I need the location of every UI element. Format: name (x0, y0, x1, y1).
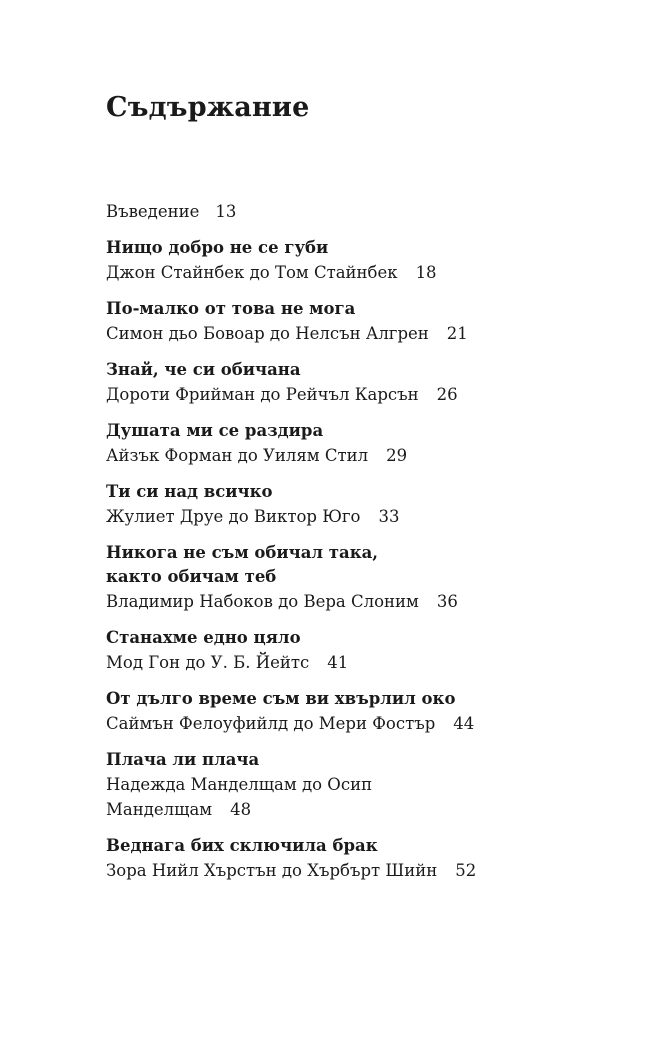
entry-page-number: 44 (453, 714, 475, 733)
entry-page-number: 26 (436, 385, 458, 404)
entry-title: Душата ми се раздира (106, 421, 324, 440)
toc-entry (106, 236, 626, 285)
intro-page-number: 13 (215, 202, 237, 221)
page-title: Съдържание (106, 92, 310, 123)
entry-author (106, 260, 626, 285)
entry-page-number: 48 (230, 800, 252, 819)
entry-title: Ти си над всичко (106, 482, 273, 501)
entry-page-number: 21 (446, 324, 468, 343)
author-text: Симон дьо Бовоар до Нелсън Алгрен (106, 324, 429, 343)
entry-title: Знай, че си обичана (106, 360, 301, 379)
toc-entry (106, 748, 626, 822)
intro-line (106, 200, 626, 224)
author-text: Дороти Фрийман до Рейчъл Карсън (106, 385, 419, 404)
entry-title: От дълго време съм ви хвърлил око (106, 689, 456, 708)
entry-title: Станахме едно цяло (106, 628, 301, 647)
toc-entry (106, 480, 626, 529)
entry-author (106, 858, 626, 883)
author-text: Владимир Набоков до Вера Слоним (106, 592, 419, 611)
toc-entry-intro (106, 200, 626, 224)
entry-page-number: 36 (436, 592, 458, 611)
table-of-contents (106, 200, 626, 883)
entry-title: Нищо добро не се губи (106, 238, 329, 257)
toc-entry (106, 358, 626, 407)
entry-page-number: 52 (455, 861, 477, 880)
toc-entry (106, 626, 626, 675)
entry-author (106, 589, 626, 614)
entry-page-number: 29 (386, 446, 408, 465)
author-text: Манделщам (106, 800, 213, 819)
toc-entry (106, 687, 626, 736)
entry-page-number: 33 (378, 507, 400, 526)
author-text: Джон Стайнбек до Том Стайнбек (106, 263, 398, 282)
toc-entry (106, 834, 626, 883)
entry-page-number: 41 (327, 653, 349, 672)
author-text: Мод Гон до У. Б. Йейтс (106, 653, 310, 672)
entry-author (106, 443, 626, 468)
toc-entry (106, 419, 626, 468)
entry-author-line: Надежда Манделщам до Осип (106, 775, 373, 794)
toc-entry (106, 297, 626, 346)
entry-title-continued: както обичам теб (106, 567, 277, 586)
entry-title: Плача ли плача (106, 750, 260, 769)
author-text: Айзък Форман до Уилям Стил (106, 446, 369, 465)
author-text: Саймън Фелоуфийлд до Мери Фостър (106, 714, 436, 733)
entry-author (106, 797, 626, 822)
toc-entry (106, 541, 626, 614)
entry-title: Никога не съм обичал така, (106, 543, 379, 562)
intro-label: Въведение (106, 202, 200, 221)
entry-title: Веднага бих сключила брак (106, 836, 378, 855)
entry-author (106, 711, 626, 736)
entry-author (106, 504, 626, 529)
author-text: Жулиет Друе до Виктор Юго (106, 507, 361, 526)
author-text: Зора Нийл Хърстън до Хърбърт Шийн (106, 861, 438, 880)
entry-title: По-малко от това не мога (106, 299, 356, 318)
entry-author (106, 382, 626, 407)
entry-page-number: 18 (415, 263, 437, 282)
entry-author (106, 650, 626, 675)
entry-author (106, 321, 626, 346)
